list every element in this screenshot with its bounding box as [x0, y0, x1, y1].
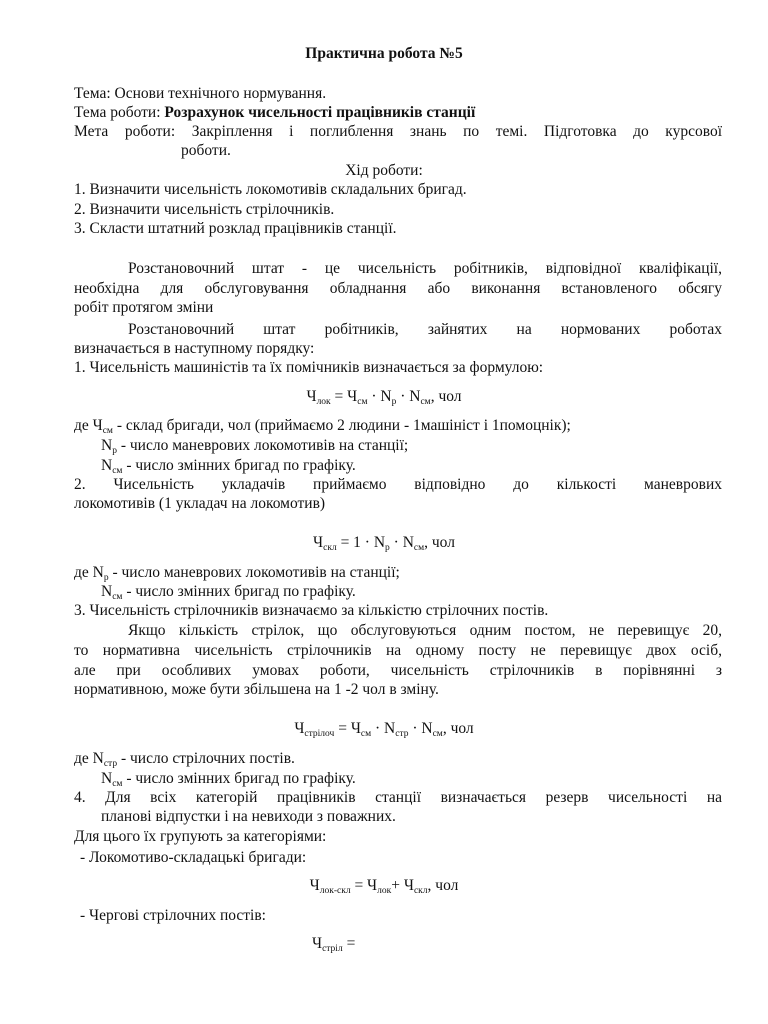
def1-line-2: $N_р$ - число маневрових локомотивів на станції;: [101, 437, 409, 456]
topic-line: [74, 84, 722, 103]
goal-line-1: [74, 122, 722, 141]
goal-label: Мета роботи:: [74, 123, 176, 140]
item2-line-2: локомотивів (1 укладач на локомотив): [74, 495, 326, 512]
def1-line-3: $N_{см}$ - число змінних бригад по графіку.: [101, 457, 356, 476]
item1-line: 1. Чисельність машиністів та їх помічників визначається за формулою:: [74, 359, 544, 376]
def2-line-1: де $N_р$ - число маневрових локомотивів на станції;: [74, 564, 400, 583]
task-3: 3. Скласти штатний розклад працівників станції.: [74, 220, 397, 237]
formula-strilochnyky: $Ч_{стрілоч} = Ч_{см} \cdot N_{стр} \cdot N_{см}$, чол: [294, 720, 474, 739]
formula-lok-skl: $Ч_{лок-скл} = Ч_{лок}+ Ч_{скл}$, чол: [309, 877, 459, 896]
topic-text: Основи технічного нормування.: [114, 85, 327, 102]
progress-heading: Хід роботи:: [345, 162, 423, 179]
para1-line-3: робіт протягом зміни: [74, 299, 214, 316]
formula-skl: $Ч_{скл} = 1 \cdot N_р \cdot N_{см}$, чол: [313, 534, 455, 553]
para2-line-2: визначається в наступному порядку:: [74, 340, 315, 357]
goal-line-2: роботи.: [181, 142, 231, 159]
document-title: Практична робота №5: [305, 45, 463, 62]
item4-line-1: 4. Для всіх категорій працівників станції визначається резерв чисельності на: [74, 789, 722, 806]
formula-lok: $Ч_{лок} = Ч_{см} \cdot N_р \cdot N_{см}$, чол: [306, 388, 462, 407]
def3-line-1: де $N_{стр}$ - число стрілочних постів.: [74, 750, 295, 769]
work-topic-line: [74, 103, 722, 122]
formula-stril: $Ч_{стріл}$ =: [312, 935, 356, 954]
def3-line-2: $N_{см}$ - число змінних бригад по графіку.: [101, 770, 356, 789]
goal-text-1: Закріплення і поглиблення знань по темі. Підготовка до курсової: [191, 123, 723, 140]
para2-line-1: Розстановочний штат робітників, зайнятих на нормованих роботах: [128, 321, 722, 338]
work-topic-label: Тема роботи:: [74, 104, 161, 121]
para3-line-1: Якщо кількість стрілок, що обслуговуються одним постом, не перевищує 20,: [128, 622, 722, 639]
para3-line-3: але при особливих умовах роботи, чисельність стрілочників в порівнянні з: [74, 662, 722, 679]
para3-line-2: то нормативна чисельність стрілочників на одному посту не перевищує двох осіб,: [74, 642, 722, 659]
category-1: - Локомотиво-складацькі бригади:: [80, 849, 307, 866]
def2-line-2: $N_{см}$ - число змінних бригад по графіку.: [101, 583, 356, 602]
def1-line-1: де $Ч_{см}$ - склад бригади, чол (приймаємо 2 людини - 1машініст і 1помоцнік);: [74, 417, 571, 436]
para1-line-1: Розстановочний штат - це чисельність робітників, відповідної кваліфікації,: [128, 260, 722, 277]
topic-label: Тема:: [74, 85, 111, 102]
item3-line: 3. Чисельність стрілочників визначаємо за кількістю стрілочних постів.: [74, 602, 549, 619]
item4-line-2: планові відпустки і на невиходи з поважних.: [101, 808, 396, 825]
work-topic-text: Розрахунок чисельності працівників станції: [164, 104, 476, 121]
category-2: - Чергові стрілочних постів:: [80, 907, 266, 924]
para3-line-4: нормативною, може бути збільшена на 1 -2 чол в зміну.: [74, 681, 439, 698]
group-line: Для цього їх групують за категоріями:: [74, 828, 327, 845]
task-2: 2. Визначити чисельність стрілочників.: [74, 201, 335, 218]
item2-line-1: 2. Чисельність укладачів приймаємо відповідно до кількості маневрових: [74, 476, 722, 493]
para1-line-2: необхідна для обслуговування обладнання або виконання встановленого обсягу: [74, 280, 722, 297]
task-1: 1. Визначити чисельність локомотивів складальних бригад.: [74, 181, 467, 198]
